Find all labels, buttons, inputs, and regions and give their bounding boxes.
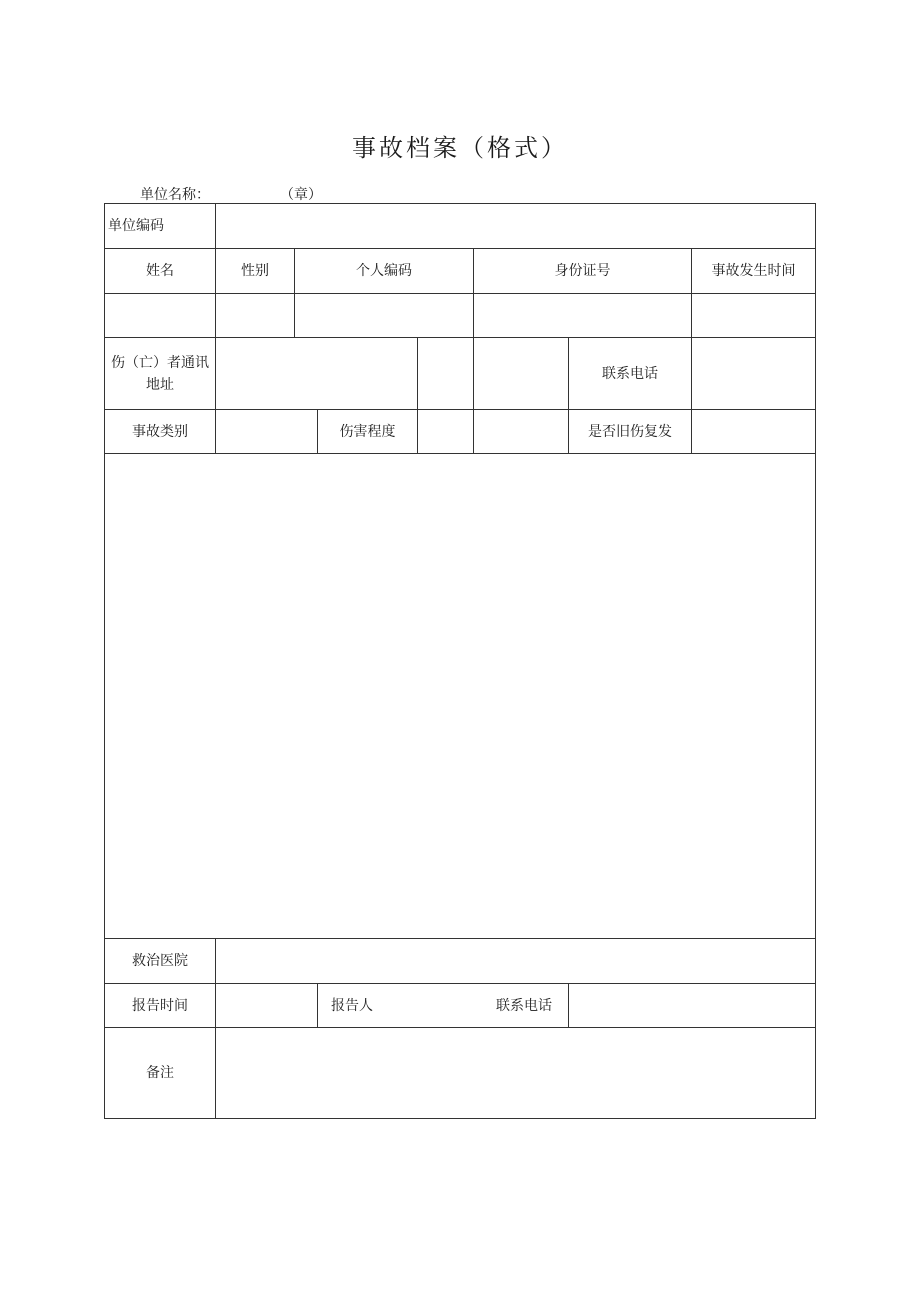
reporter-phone-label: 联系电话 <box>496 997 552 1014</box>
personal-code-label: 个人编码 <box>356 263 412 279</box>
address-extra-field[interactable] <box>418 338 473 409</box>
injury-degree-label: 伤害程度 <box>339 423 396 440</box>
address-field[interactable] <box>216 338 417 409</box>
address-label <box>105 338 215 409</box>
accident-description-area[interactable] <box>105 454 815 938</box>
unit-code-label: 单位编码 <box>108 218 164 234</box>
contact-phone-label: 联系电话 <box>602 365 658 382</box>
report-time-field[interactable] <box>216 984 317 1027</box>
id-number-field[interactable] <box>474 294 691 337</box>
gender-label: 性别 <box>241 263 269 279</box>
old-injury-label: 是否旧伤复发 <box>588 423 672 440</box>
accident-time-label: 事故发生时间 <box>711 263 796 279</box>
unit-code-field[interactable] <box>216 204 815 248</box>
injury-degree-field-2[interactable] <box>474 410 568 453</box>
id-number-label: 身份证号 <box>554 263 611 279</box>
hospital-field[interactable] <box>216 939 815 983</box>
hospital-label: 救治医院 <box>132 953 188 969</box>
name-label: 姓名 <box>146 263 174 279</box>
accident-category-field[interactable] <box>216 410 317 453</box>
remarks-label: 备注 <box>146 1065 174 1081</box>
reporter-label: 报告人 <box>331 997 373 1014</box>
old-injury-field[interactable] <box>692 410 815 453</box>
accident-category-label: 事故类别 <box>132 423 188 440</box>
contact-phone-field[interactable] <box>692 338 815 409</box>
address-extra-field-2[interactable] <box>474 338 568 409</box>
name-field[interactable] <box>105 294 215 337</box>
report-time-label: 报告时间 <box>132 997 188 1014</box>
injury-degree-field[interactable] <box>418 410 473 453</box>
accident-time-field[interactable] <box>692 294 815 337</box>
address-label-line1: 伤（亡）者通讯 <box>111 354 209 371</box>
page-title: 事故档案（格式） <box>352 134 568 162</box>
address-label-line2: 地址 <box>146 376 174 393</box>
remarks-field[interactable] <box>216 1028 815 1118</box>
stamp-label: （章） <box>280 187 322 203</box>
reporter-phone-field[interactable] <box>569 984 815 1027</box>
gender-field[interactable] <box>216 294 294 337</box>
personal-code-field[interactable] <box>295 294 473 337</box>
unit-name-label: 单位名称： <box>140 187 210 203</box>
